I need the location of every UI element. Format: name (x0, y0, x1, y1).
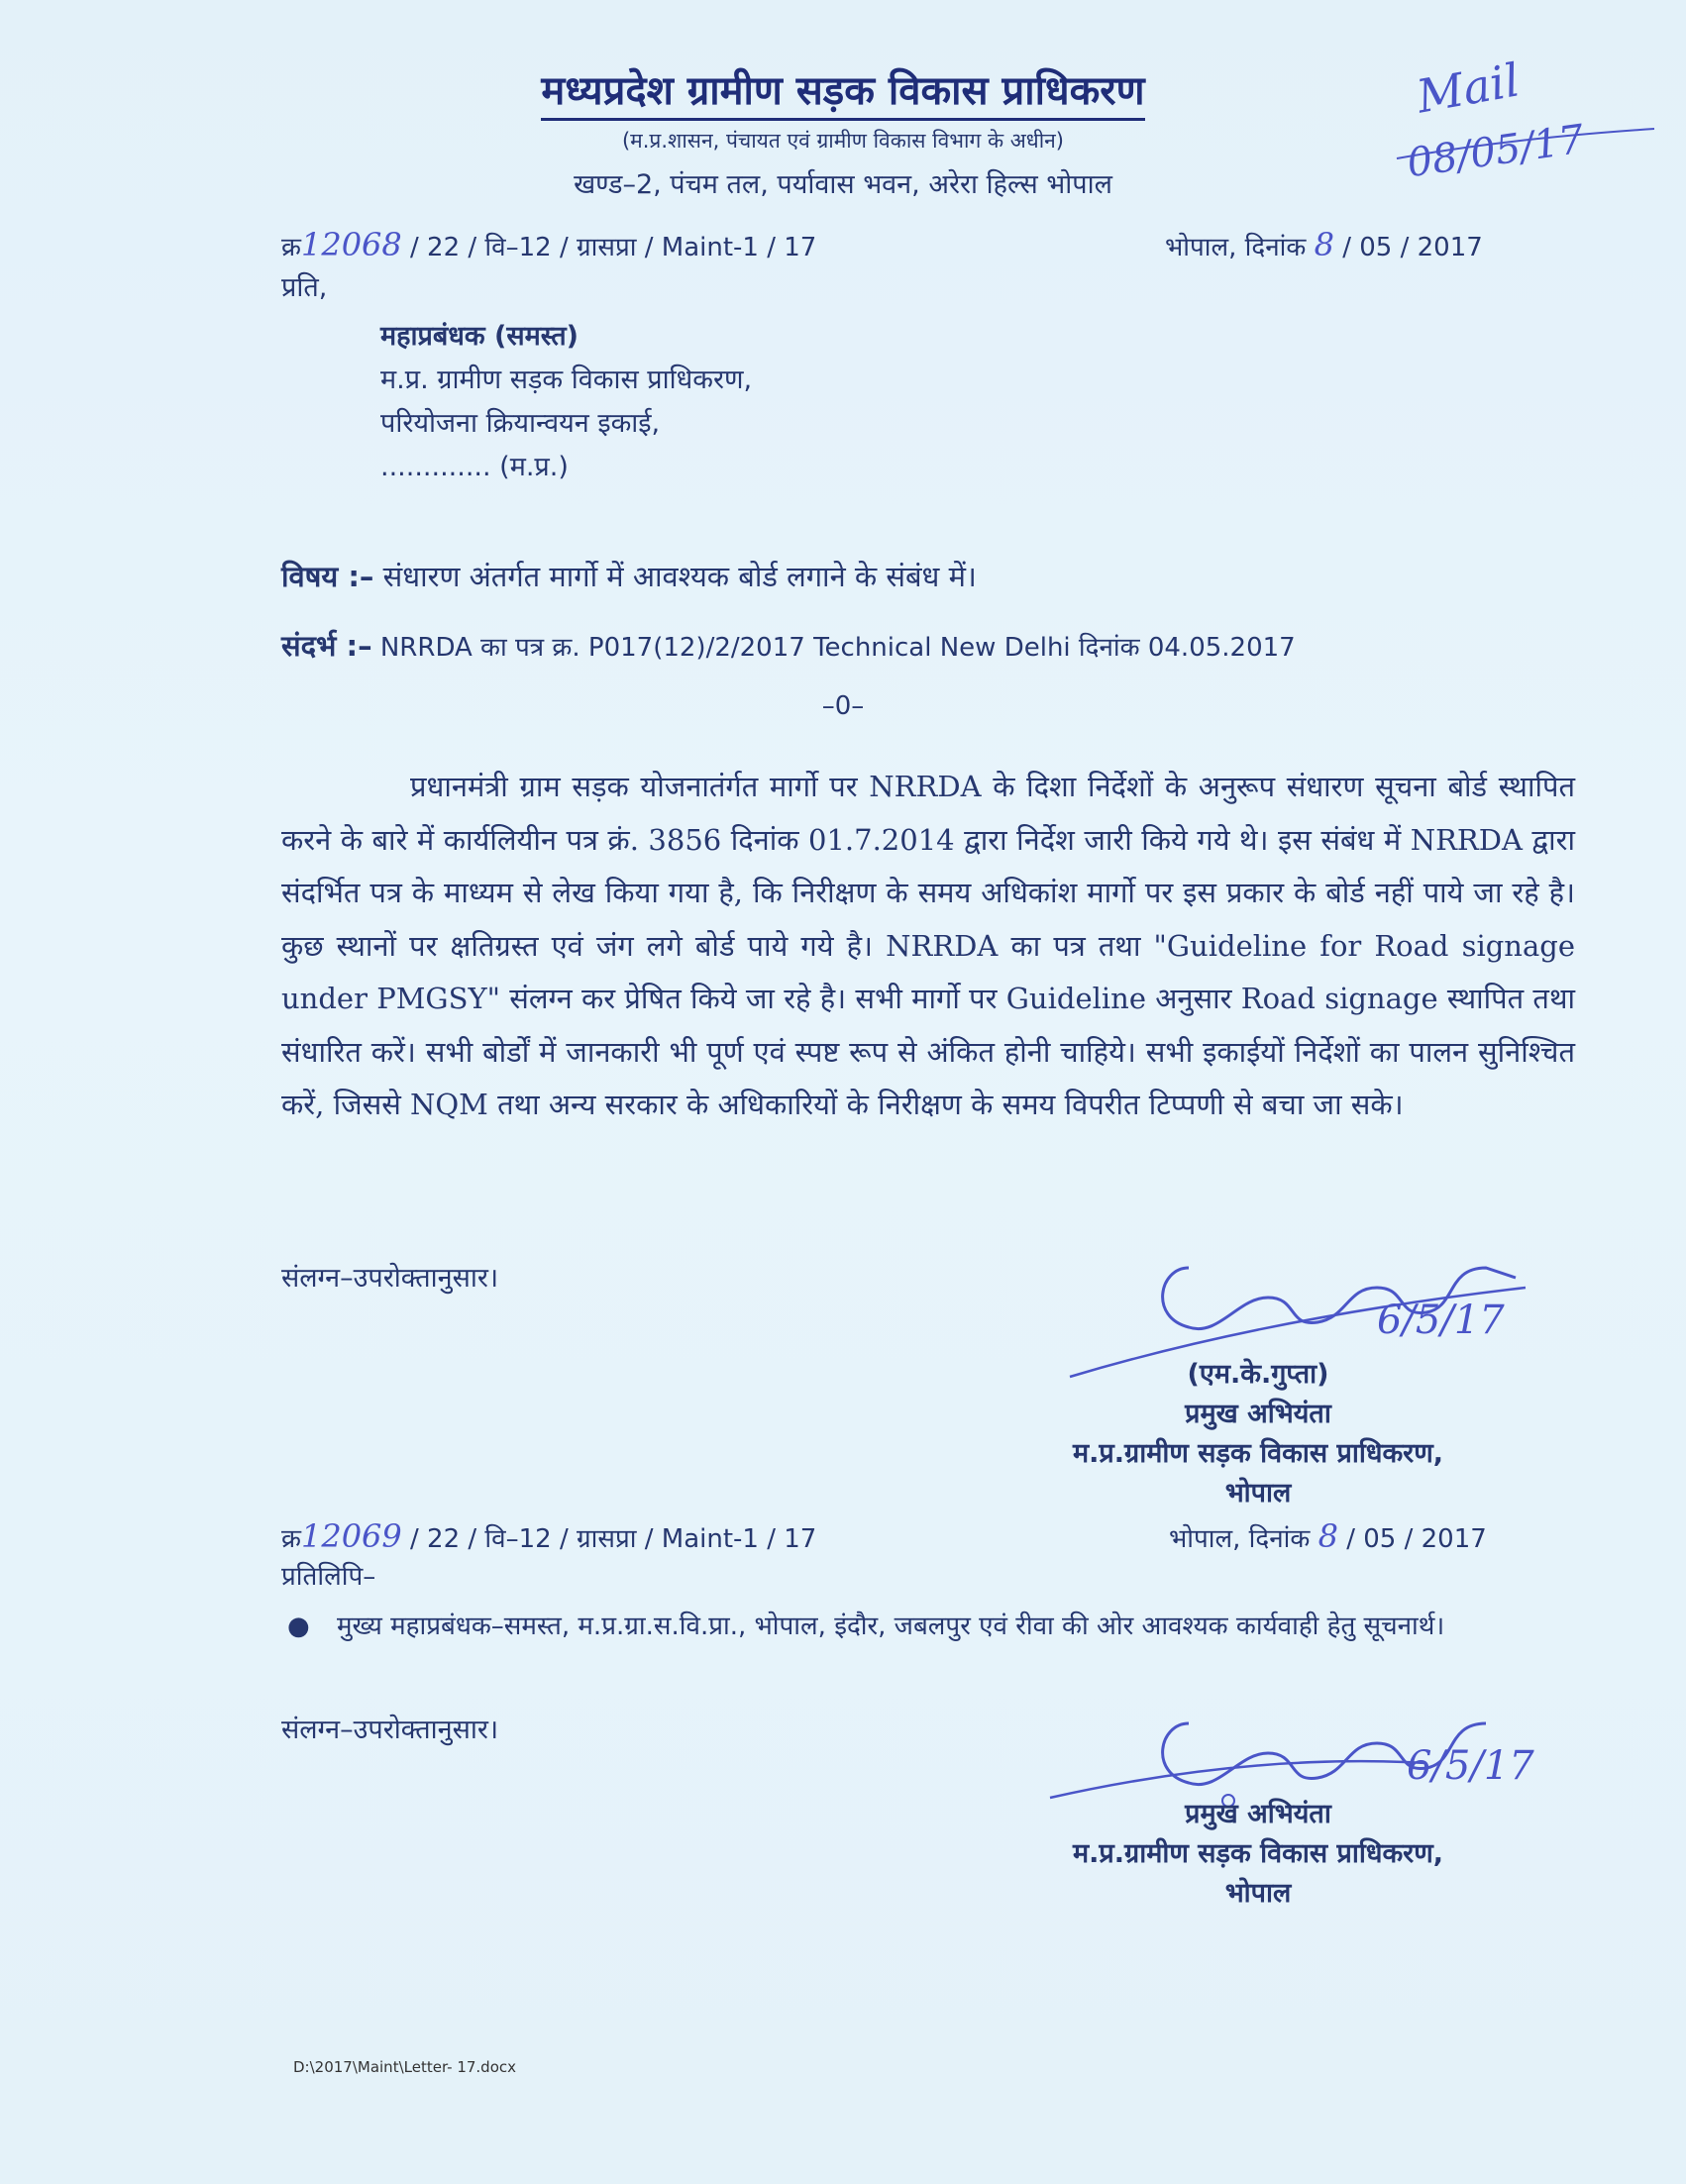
reference-text: NRRDA का पत्र क्र. P017(12)/2/2017 Technical New Delhi दिनांक 04.05.2017 (379, 633, 1296, 663)
copy-reference-number: क्र12069 / 22 / वि–12 / ग्रासप्रा / Maint-1 / 17 (281, 1517, 817, 1555)
recipient-line-1: महाप्रबंधक (समस्त) (380, 321, 579, 352)
signatory-org-2: म.प्र.ग्रामीण सड़क विकास प्राधिकरण, (1072, 1838, 1444, 1869)
letterhead-subtitle: (म.प्र.शासन, पंचायत एवं ग्रामीण विकास विभाग के अधीन) (621, 129, 1065, 153)
handwritten-mail-note: Mail (1413, 52, 1524, 124)
letter-reference-number: क्र12068 / 22 / वि–12 / ग्रासप्रा / Maint-1 / 17 (281, 226, 817, 263)
letter-date: भोपाल, दिनांक 8 / 05 / 2017 (1165, 226, 1483, 263)
enclosure-note-1: संलग्न–उपरोक्तानुसार। (281, 1263, 499, 1294)
reference-line (281, 626, 1296, 665)
recipient-address (380, 315, 752, 489)
signatory-org-1: म.प्र.ग्रामीण सड़क विकास प्राधिकरण, (1072, 1438, 1444, 1469)
recipient-line-4: ............. (म.प्र.) (380, 452, 569, 482)
salutation: प्रति, (281, 272, 328, 303)
recipient-line-3: परियोजना क्रियान्वयन इकाई, (380, 408, 661, 439)
handwritten-ref-number: 12068 (300, 226, 402, 263)
signature-1-handwritten-date: 6/5/17 (1377, 1298, 1505, 1343)
letterhead-address: खण्ड–2, पंचम तल, पर्यावास भवन, अरेरा हिल्स भोपाल (574, 169, 1112, 200)
signatory-city-1: भोपाल (1224, 1478, 1292, 1508)
signature-block-1 (1030, 1355, 1486, 1513)
subject-text: संधारण अंतर्गत मार्गो में आवश्यक बोर्ड लगाने के संबंध में। (382, 560, 977, 593)
copy-recipient-item: ● मुख्य महाप्रबंधक–समस्त, म.प्र.ग्रा.स.वि.प्रा., भोपाल, इंदौर, जबलपुर एवं रीवा की ओर आवश्यक कार्यवाही हेतु सूचनार्थ। (337, 1605, 1577, 1648)
section-divider: –0– (821, 691, 865, 721)
handwritten-mail-date: 08/05/17 (1404, 116, 1587, 187)
handwritten-copy-ref-number: 12069 (300, 1517, 402, 1555)
signatory-name: (एम.के.गुप्ता) (1187, 1359, 1329, 1390)
copy-to-label: प्रतिलिपि– (281, 1562, 376, 1592)
signatory-designation-1: प्रमुख अभियंता (1185, 1399, 1331, 1429)
subject-line (281, 557, 977, 595)
letter-body: प्रधानमंत्री ग्राम सड़क योजनातंर्गत मार्गो पर NRRDA के दिशा निर्देशों के अनुरूप संधारण सूचना बोर्ड स्थापित करने के बारे में कार्यलियीन पत्र क्रं. 3856 दिनांक 01.7.2014 द्वारा निर्देश जारी किये गये थे। इस संबंध में NRRDA द्वारा संदर्भित पत्र के माध्यम से लेख किया गया है, कि निरीक्षण के समय अधिकांश मार्गो पर इस प्रकार के बोर्ड नहीं पाये जा रहे है। कुछ स्थानों पर क्षतिग्रस्त एवं जंग लगे बोर्ड पाये गये है। NRRDA का पत्र तथा "Guideline for Road signage under PMGSY" संलग्न कर प्रेषित किये जा रहे है। सभी मार्गो पर Guideline अनुसार Road signage स्थापित तथा संधारित करें। सभी बोर्डों में जानकारी भी पूर्ण एवं स्पष्ट रूप से अंकित होनी चाहिये। सभी इकाईयों निर्देशों का पालन सुनिश्चित करें, जिससे NQM तथा अन्य सरकार के अधिकारियों के निरीक्षण के समय विपरीत टिप्पणी से बचा जा सके। (281, 770, 1575, 1121)
handwritten-date-day: 8 (1314, 226, 1334, 263)
enclosure-note-2: संलग्न–उपरोक्तानुसार। (281, 1715, 499, 1745)
signatory-designation-2: प्रमुख अभियंता (1185, 1799, 1331, 1829)
signatory-city-2: भोपाल (1224, 1878, 1292, 1909)
file-path-footer: D:\2017\Maint\Letter- 17.docx (293, 2058, 517, 2076)
subject-label: विषय :– (281, 560, 374, 593)
recipient-line-2: म.प्र. ग्रामीण सड़क विकास प्राधिकरण, (380, 364, 753, 395)
signature-block-2 (1030, 1795, 1486, 1914)
handwritten-copy-date-day: 8 (1317, 1517, 1338, 1555)
reference-label: संदर्भ :– (281, 629, 372, 663)
bullet-icon: ● (287, 1612, 310, 1641)
letterhead-title: मध्यप्रदेश ग्रामीण सड़क विकास प्राधिकरण (0, 61, 1686, 116)
copy-date: भोपाल, दिनांक 8 / 05 / 2017 (1169, 1517, 1487, 1555)
signature-2-handwritten-date: 6/5/17 (1407, 1743, 1534, 1789)
handwritten-underline (1387, 119, 1664, 178)
